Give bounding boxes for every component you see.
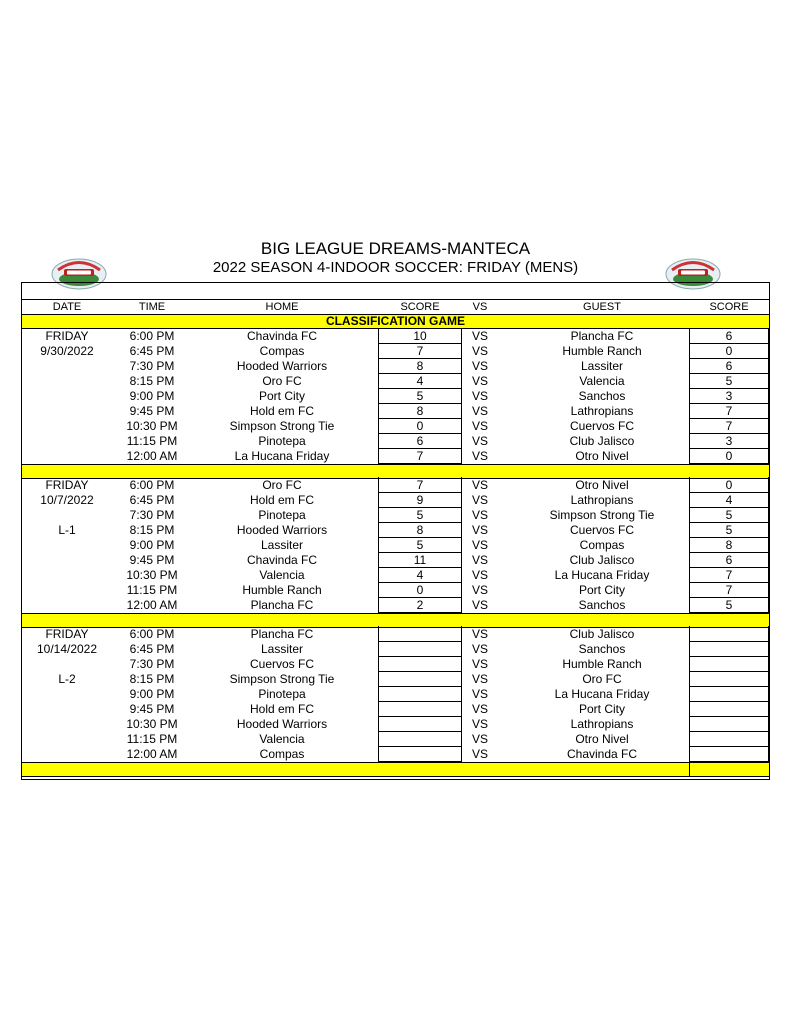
game-time: 7:30 PM xyxy=(129,657,175,671)
home-team: Hold em FC xyxy=(249,404,314,418)
game-time: 6:00 PM xyxy=(129,478,175,492)
vs-label: VS xyxy=(471,598,488,612)
vs-label: VS xyxy=(471,732,488,746)
home-score[interactable]: 11 xyxy=(413,553,427,567)
home-score[interactable]: 4 xyxy=(416,374,424,388)
vs-label: VS xyxy=(471,493,488,507)
game-time: 10:30 PM xyxy=(126,419,178,433)
classification-banner xyxy=(22,314,769,329)
vs-label: VS xyxy=(471,404,488,418)
guest-score[interactable]: 5 xyxy=(725,374,733,388)
vs-label: VS xyxy=(471,583,488,597)
home-team: Oro FC xyxy=(262,478,302,492)
game-time: 8:15 PM xyxy=(129,672,175,686)
guest-score[interactable]: 0 xyxy=(725,478,733,492)
week-date-label: 10/14/2022 xyxy=(36,642,98,656)
vs-label: VS xyxy=(471,478,488,492)
home-team: Plancha FC xyxy=(250,598,314,612)
page-subtitle: 2022 SEASON 4-INDOOR SOCCER: FRIDAY (MENS) xyxy=(212,259,579,276)
score-column-box xyxy=(689,328,769,463)
col-vs-header: VS xyxy=(472,301,488,313)
guest-score[interactable]: 6 xyxy=(725,329,733,343)
guest-score[interactable]: 6 xyxy=(725,553,733,567)
home-score[interactable]: 5 xyxy=(416,538,424,552)
guest-team: Valencia xyxy=(579,374,625,388)
vs-label: VS xyxy=(471,687,488,701)
home-score[interactable]: 2 xyxy=(416,598,424,612)
vs-label: VS xyxy=(471,657,488,671)
game-time: 9:00 PM xyxy=(129,389,175,403)
vs-label: VS xyxy=(471,672,488,686)
home-score[interactable]: 9 xyxy=(416,493,424,507)
col-home-header: HOME xyxy=(265,301,299,313)
vs-label: VS xyxy=(471,374,488,388)
week-date-label: 9/30/2022 xyxy=(40,344,94,358)
score-column-box xyxy=(378,328,462,463)
vs-label: VS xyxy=(471,508,488,522)
score-column-box xyxy=(378,477,462,612)
guest-team: Lathropians xyxy=(570,404,634,418)
home-team: Chavinda FC xyxy=(246,553,318,567)
home-score[interactable]: 5 xyxy=(416,508,424,522)
guest-team: Otro Nivel xyxy=(575,449,629,463)
guest-team: Club Jalisco xyxy=(569,434,635,448)
guest-score[interactable]: 7 xyxy=(725,583,733,597)
game-time: 8:15 PM xyxy=(129,374,175,388)
col-date-header: DATE xyxy=(52,301,82,313)
home-team: Hold em FC xyxy=(249,493,314,507)
home-team: Port City xyxy=(258,389,305,403)
guest-team: Oro FC xyxy=(582,672,622,686)
home-score[interactable]: 0 xyxy=(416,583,424,597)
guest-team: Plancha FC xyxy=(570,329,634,343)
guest-score[interactable]: 5 xyxy=(725,523,733,537)
guest-team: Otro Nivel xyxy=(575,732,629,746)
guest-team: Simpson Strong Tie xyxy=(549,508,655,522)
guest-team: Sanchos xyxy=(578,389,626,403)
vs-label: VS xyxy=(471,538,488,552)
col-score2-header: SCORE xyxy=(709,301,749,313)
banner-label: CLASSIFICATION GAME xyxy=(325,314,466,328)
score-column-box xyxy=(689,477,769,612)
home-team: Valencia xyxy=(259,568,305,582)
guest-score[interactable]: 0 xyxy=(725,449,733,463)
vs-label: VS xyxy=(471,747,488,761)
home-team: Hooded Warriors xyxy=(236,717,328,731)
home-team: La Hucana Friday xyxy=(234,449,330,463)
home-team: Pinotepa xyxy=(258,687,306,701)
home-team: Humble Ranch xyxy=(242,583,322,597)
guest-team: Lathropians xyxy=(570,493,634,507)
guest-score[interactable]: 3 xyxy=(725,434,733,448)
score-column-box xyxy=(689,626,769,761)
game-time: 9:45 PM xyxy=(129,702,175,716)
home-score[interactable]: 7 xyxy=(416,344,424,358)
guest-score[interactable]: 7 xyxy=(725,404,733,418)
vs-label: VS xyxy=(471,344,488,358)
home-team: Plancha FC xyxy=(250,627,314,641)
vs-label: VS xyxy=(471,702,488,716)
guest-team: Humble Ranch xyxy=(562,344,642,358)
game-time: 12:00 AM xyxy=(126,747,178,761)
home-team: Compas xyxy=(259,344,305,358)
guest-score[interactable]: 5 xyxy=(725,508,733,522)
page-title: BIG LEAGUE DREAMS-MANTECA xyxy=(260,239,531,258)
game-time: 10:30 PM xyxy=(126,568,178,582)
week-round-label: L-2 xyxy=(58,672,76,686)
game-time: 11:15 PM xyxy=(126,583,178,597)
game-time: 9:00 PM xyxy=(129,687,175,701)
vs-label: VS xyxy=(471,449,488,463)
bar-score-divider xyxy=(689,763,690,776)
home-team: Simpson Strong Tie xyxy=(229,672,335,686)
home-score[interactable]: 6 xyxy=(416,434,424,448)
guest-score[interactable]: 7 xyxy=(725,568,733,582)
game-time: 9:00 PM xyxy=(129,538,175,552)
home-score[interactable]: 10 xyxy=(413,329,427,343)
home-score[interactable]: 4 xyxy=(416,568,424,582)
guest-team: Compas xyxy=(579,538,625,552)
guest-team: Sanchos xyxy=(578,642,626,656)
vs-label: VS xyxy=(471,359,488,373)
home-score[interactable]: 5 xyxy=(416,389,424,403)
home-team: Lassiter xyxy=(260,538,304,552)
guest-score[interactable]: 8 xyxy=(725,538,733,552)
game-time: 6:45 PM xyxy=(129,642,175,656)
guest-team: Port City xyxy=(578,702,625,716)
home-team: Oro FC xyxy=(262,374,302,388)
home-team: Chavinda FC xyxy=(246,329,318,343)
guest-team: La Hucana Friday xyxy=(554,568,650,582)
guest-team: Lassiter xyxy=(580,359,624,373)
game-time: 6:00 PM xyxy=(129,627,175,641)
home-team: Cuervos FC xyxy=(249,657,314,671)
vs-label: VS xyxy=(471,553,488,567)
vs-label: VS xyxy=(471,523,488,537)
game-time: 9:45 PM xyxy=(129,553,175,567)
game-time: 12:00 AM xyxy=(126,598,178,612)
home-score[interactable]: 7 xyxy=(416,449,424,463)
home-team: Compas xyxy=(259,747,305,761)
col-time-header: TIME xyxy=(138,301,166,313)
vs-label: VS xyxy=(471,717,488,731)
guest-team: Club Jalisco xyxy=(569,553,635,567)
guest-score[interactable]: 7 xyxy=(725,419,733,433)
vs-label: VS xyxy=(471,568,488,582)
game-time: 7:30 PM xyxy=(129,359,175,373)
week-day-label: FRIDAY xyxy=(45,329,89,343)
header-row xyxy=(22,300,769,315)
guest-score[interactable]: 6 xyxy=(725,359,733,373)
game-time: 11:15 PM xyxy=(126,434,178,448)
game-time: 8:15 PM xyxy=(129,523,175,537)
home-team: Lassiter xyxy=(260,642,304,656)
vs-label: VS xyxy=(471,627,488,641)
home-team: Hooded Warriors xyxy=(236,359,328,373)
game-time: 6:45 PM xyxy=(129,344,175,358)
game-time: 6:45 PM xyxy=(129,493,175,507)
week-day-label: FRIDAY xyxy=(45,478,89,492)
guest-team: Cuervos FC xyxy=(569,523,634,537)
home-team: Valencia xyxy=(259,732,305,746)
game-time: 10:30 PM xyxy=(126,717,178,731)
home-score[interactable]: 8 xyxy=(416,359,424,373)
game-time: 6:00 PM xyxy=(129,329,175,343)
home-team: Hold em FC xyxy=(249,702,314,716)
schedule-table xyxy=(21,282,770,780)
game-time: 11:15 PM xyxy=(126,732,178,746)
guest-team: Lathropians xyxy=(570,717,634,731)
home-score[interactable]: 7 xyxy=(416,478,424,492)
guest-team: Cuervos FC xyxy=(569,419,634,433)
home-score[interactable]: 8 xyxy=(416,404,424,418)
guest-team: Club Jalisco xyxy=(569,627,635,641)
col-guest-header: GUEST xyxy=(583,301,621,313)
guest-score[interactable]: 0 xyxy=(725,344,733,358)
home-team: Hooded Warriors xyxy=(236,523,328,537)
vs-label: VS xyxy=(471,329,488,343)
guest-score[interactable]: 4 xyxy=(725,493,733,507)
home-team: Pinotepa xyxy=(258,434,306,448)
guest-team: Otro Nivel xyxy=(575,478,629,492)
week-day-label: FRIDAY xyxy=(45,627,89,641)
home-team: Simpson Strong Tie xyxy=(229,419,335,433)
col-score-header: SCORE xyxy=(400,301,440,313)
divider xyxy=(22,299,769,300)
week-separator-bar xyxy=(22,762,769,777)
game-time: 7:30 PM xyxy=(129,508,175,522)
home-score[interactable]: 0 xyxy=(416,419,424,433)
score-column-box xyxy=(378,626,462,761)
home-team: Pinotepa xyxy=(258,508,306,522)
vs-label: VS xyxy=(471,389,488,403)
game-time: 12:00 AM xyxy=(126,449,178,463)
guest-team: Sanchos xyxy=(578,598,626,612)
guest-score[interactable]: 3 xyxy=(725,389,733,403)
guest-team: Port City xyxy=(578,583,625,597)
guest-team: Humble Ranch xyxy=(562,657,642,671)
week-round-label: L-1 xyxy=(58,523,76,537)
vs-label: VS xyxy=(471,642,488,656)
home-score[interactable]: 8 xyxy=(416,523,424,537)
game-time: 9:45 PM xyxy=(129,404,175,418)
vs-label: VS xyxy=(471,419,488,433)
week-date-label: 10/7/2022 xyxy=(40,493,94,507)
guest-score[interactable]: 5 xyxy=(725,598,733,612)
vs-label: VS xyxy=(471,434,488,448)
guest-team: La Hucana Friday xyxy=(554,687,650,701)
guest-team: Chavinda FC xyxy=(566,747,638,761)
